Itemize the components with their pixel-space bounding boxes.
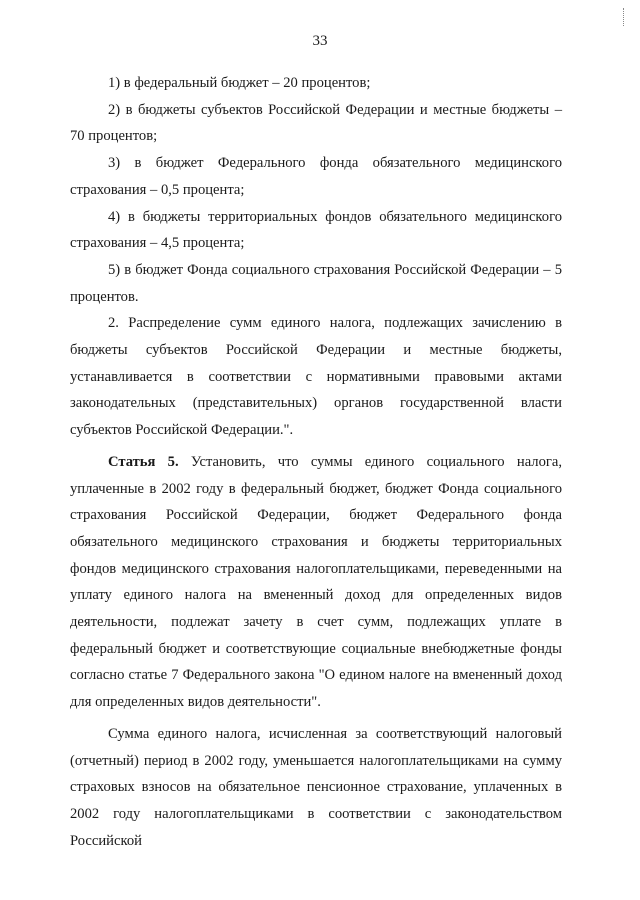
article-5-text: Установить, что суммы единого социального налога, уплаченные в 2002 году в федеральный бюджет, бюджет Фонда социального страхования Российской Федерации, бюджет Федерального фонда обязательного медицинского страхования и бюджеты территориальных фондов медицинского страхования налогоплательщиками, переведенными на уплату единого налога на вмененный доход для определенных видов деятельности, подлежат зачету в счет сумм, подлежащих уплате в федеральный бюджет и соответствующие социальные внебюджетные фонды согласно статье 7 Федерального закона "О едином налоге на вмененный доход для определенных видов деятельности". — [70, 453, 562, 711]
scan-mark — [623, 8, 630, 26]
paragraph-2: 2. Распределение сумм единого налога, подлежащих зачислению в бюджеты субъектов Российской Федерации и местные бюджеты, устанавливается в соответствии с нормативными правовыми актами законодательных (представительных) органов государственной власти субъектов Российской Федерации.". — [70, 315, 562, 439]
list-item-3: 3) в бюджет Федерального фонда обязательного медицинского страхования – 0,5 процента; — [70, 155, 562, 198]
article-5-title: Статья 5. — [108, 453, 179, 470]
list-item-5: 5) в бюджет Фонда социального страхования Российской Федерации – 5 процентов. — [70, 261, 562, 305]
list-item-4: 4) в бюджеты территориальных фондов обязательного медицинского страхования – 4,5 процента; — [70, 208, 562, 252]
page-number: 33 — [312, 33, 328, 49]
article-5 — [70, 449, 562, 716]
document-body — [70, 70, 562, 854]
paragraph-last: Сумма единого налога, исчисленная за соответствующий налоговый (отчетный) период в 2002 году, уменьшается налогоплательщиками на сумму страховых взносов на обязательное пенсионное страхование, уплаченных в 2002 году налогоплательщиками в соответствии с законодательством Российской — [70, 725, 562, 849]
list-item-2: 2) в бюджеты субъектов Российской Федерации и местные бюджеты – 70 процентов; — [70, 101, 562, 145]
list-item-1: 1) в федеральный бюджет – 20 процентов; — [108, 75, 371, 91]
